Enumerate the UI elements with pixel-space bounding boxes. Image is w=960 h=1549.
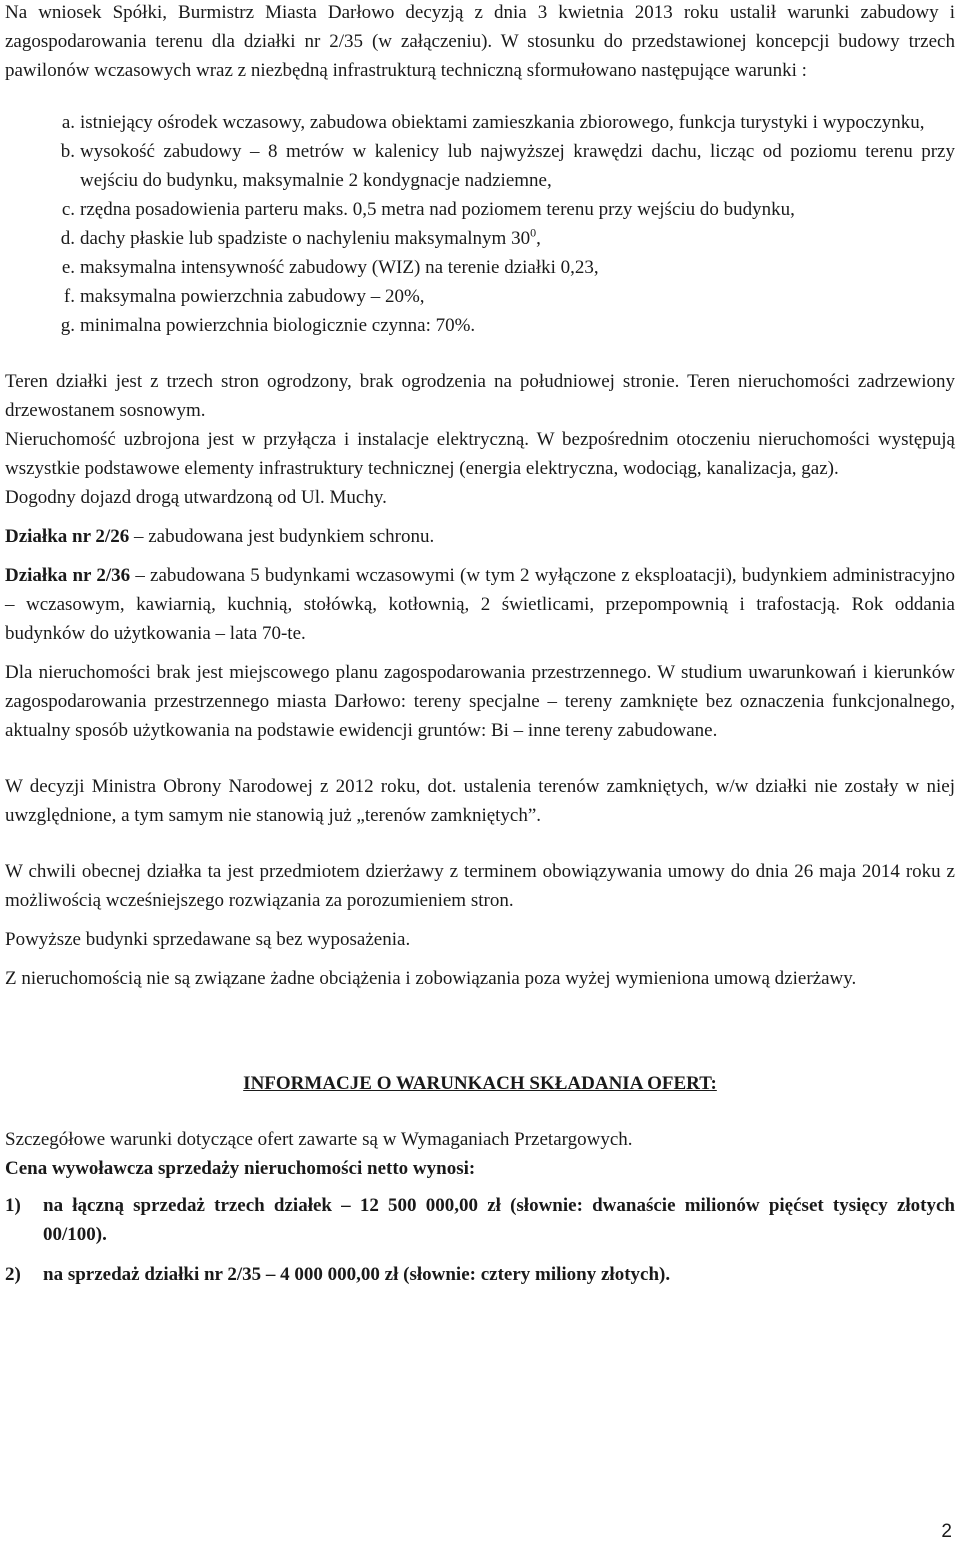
plot-236-text: – zabudowana 5 budynkami wczasowymi (w tym 2 wyłączone z eksploatacji), budynkiem administracyjno – wczasowym, kawiarnią, kuchnią, stołówką, kotłownią, 2 świetlicami, przepompownią i trafostacją. Rok oddania budynków do użytkowania – lata 70-te. <box>5 565 955 644</box>
price-number: 2) <box>5 1264 21 1285</box>
condition-label: c. <box>61 199 75 220</box>
price-text: na łączną sprzedaż trzech działek – 12 500 000,00 zł (słownie: dwanaście milionów pięćset tysięcy złotych 00/100). <box>43 1195 955 1245</box>
condition-superscript: 0 <box>530 225 537 240</box>
condition-item <box>5 282 955 311</box>
ministry-paragraph: W decyzji Ministra Obrony Narodowej z 2012 roku, dot. ustalenia terenów zamkniętych, w/w działki nie zostały w niej uwzględnione, a tym samym nie stanowią już „terenów zamkniętych”. <box>5 776 955 826</box>
condition-text: maksymalna powierzchnia zabudowy – 20%, <box>80 286 425 307</box>
condition-label: e. <box>61 257 75 278</box>
condition-item <box>5 108 955 137</box>
plot-236-paragraph <box>5 561 955 648</box>
condition-text: wysokość zabudowy – 8 metrów w kalenicy lub najwyższej krawędzi dachu, licząc od poziomu terenu przy wejściu do budynku, maksymalnie 2 kondygnacje nadziemne, <box>80 141 955 191</box>
condition-label: f. <box>63 286 75 307</box>
site-utilities-paragraph: Nieruchomość uzbrojona jest w przyłącza i instalacje elektryczną. W bezpośrednim otoczeniu nieruchomości występują wszystkie podstawowe elementy infrastruktury technicznej (energia elektryczna, wodociąg, kanalizacja, gaz). <box>5 429 955 479</box>
price-heading: Cena wywoławcza sprzedaży nieruchomości netto wynosi: <box>5 1158 476 1179</box>
condition-tail: , <box>536 228 541 249</box>
condition-label: a. <box>61 112 75 133</box>
condition-label: b. <box>60 141 75 162</box>
condition-text: maksymalna intensywność zabudowy (WIZ) na terenie działki 0,23, <box>80 257 599 278</box>
site-access-paragraph: Dogodny dojazd drogą utwardzoną od Ul. Muchy. <box>5 487 387 508</box>
plot-236-label: Działka nr 2/36 <box>5 565 131 586</box>
price-item <box>5 1191 955 1249</box>
condition-item <box>5 137 955 195</box>
offers-intro: Szczegółowe warunki dotyczące ofert zawarte są w Wymaganiach Przetargowych. <box>5 1129 633 1150</box>
intro-paragraph: Na wniosek Spółki, Burmistrz Miasta Darłowo decyzją z dnia 3 kwietnia 2013 roku ustalił warunki zabudowy i zagospodarowania terenu dla działki nr 2/35 (w załączeniu). W stosunku do przedstawionej koncepcji budowy trzech pawilonów wczasowych wraz z niezbędną infrastrukturą techniczną sformułowano następujące warunki : <box>5 2 955 81</box>
condition-label: g. <box>60 315 75 336</box>
condition-item <box>5 195 955 224</box>
planning-paragraph: Dla nieruchomości brak jest miejscowego planu zagospodarowania przestrzennego. W studium uwarunkowań i kierunków zagospodarowania przestrzennego miasta Darłowo: tereny specjalne – tereny zamknięte bez oznaczenia funkcjonalnego, aktualny sposób użytkowania na podstawie ewidencji gruntów: Bi – inne tereny zabudowane. <box>5 662 955 741</box>
plot-226-label: Działka nr 2/26 <box>5 526 130 547</box>
price-item <box>5 1260 955 1289</box>
offers-heading: INFORMACJE O WARUNKACH SKŁADANIA OFERT: <box>243 1073 717 1094</box>
price-number: 1) <box>5 1195 21 1216</box>
condition-text: istniejący ośrodek wczasowy, zabudowa obiektami zamieszkania zbiorowego, funkcja turystyki i wypoczynku, <box>80 112 925 133</box>
condition-text: dachy płaskie lub spadziste o nachyleniu maksymalnym 30 <box>80 228 531 249</box>
plot-226-paragraph <box>5 522 955 551</box>
condition-item <box>5 224 955 253</box>
conditions-list <box>5 108 955 340</box>
equipment-paragraph: Powyższe budynki sprzedawane są bez wyposażenia. <box>5 929 411 950</box>
condition-label: d. <box>60 228 75 249</box>
condition-text: rzędna posadowienia parteru maks. 0,5 metra nad poziomem terenu przy wejściu do budynku, <box>80 199 795 220</box>
condition-item <box>5 253 955 282</box>
price-text: na sprzedaż działki nr 2/35 – 4 000 000,00 zł (słownie: cztery miliony złotych). <box>43 1264 671 1285</box>
document-page <box>5 0 955 1289</box>
condition-text: minimalna powierzchnia biologicznie czynna: 70%. <box>80 315 476 336</box>
condition-item <box>5 311 955 340</box>
site-fence-paragraph: Teren działki jest z trzech stron ogrodzony, brak ogrodzenia na południowej stronie. Teren nieruchomości zadrzewiony drzewostanem sosnowym. <box>5 371 955 421</box>
plot-226-text: – zabudowana jest budynkiem schronu. <box>129 526 435 547</box>
lease-paragraph: W chwili obecnej działka ta jest przedmiotem dzierżawy z terminem obowiązywania umowy do dnia 26 maja 2014 roku z możliwością wcześniejszego rozwiązania za porozumieniem stron. <box>5 861 955 911</box>
price-list <box>5 1191 955 1289</box>
page-number: 2 <box>941 1521 952 1542</box>
encumbrance-paragraph: Z nieruchomością nie są związane żadne obciążenia i zobowiązania poza wyżej wymieniona umową dzierżawy. <box>5 968 857 989</box>
